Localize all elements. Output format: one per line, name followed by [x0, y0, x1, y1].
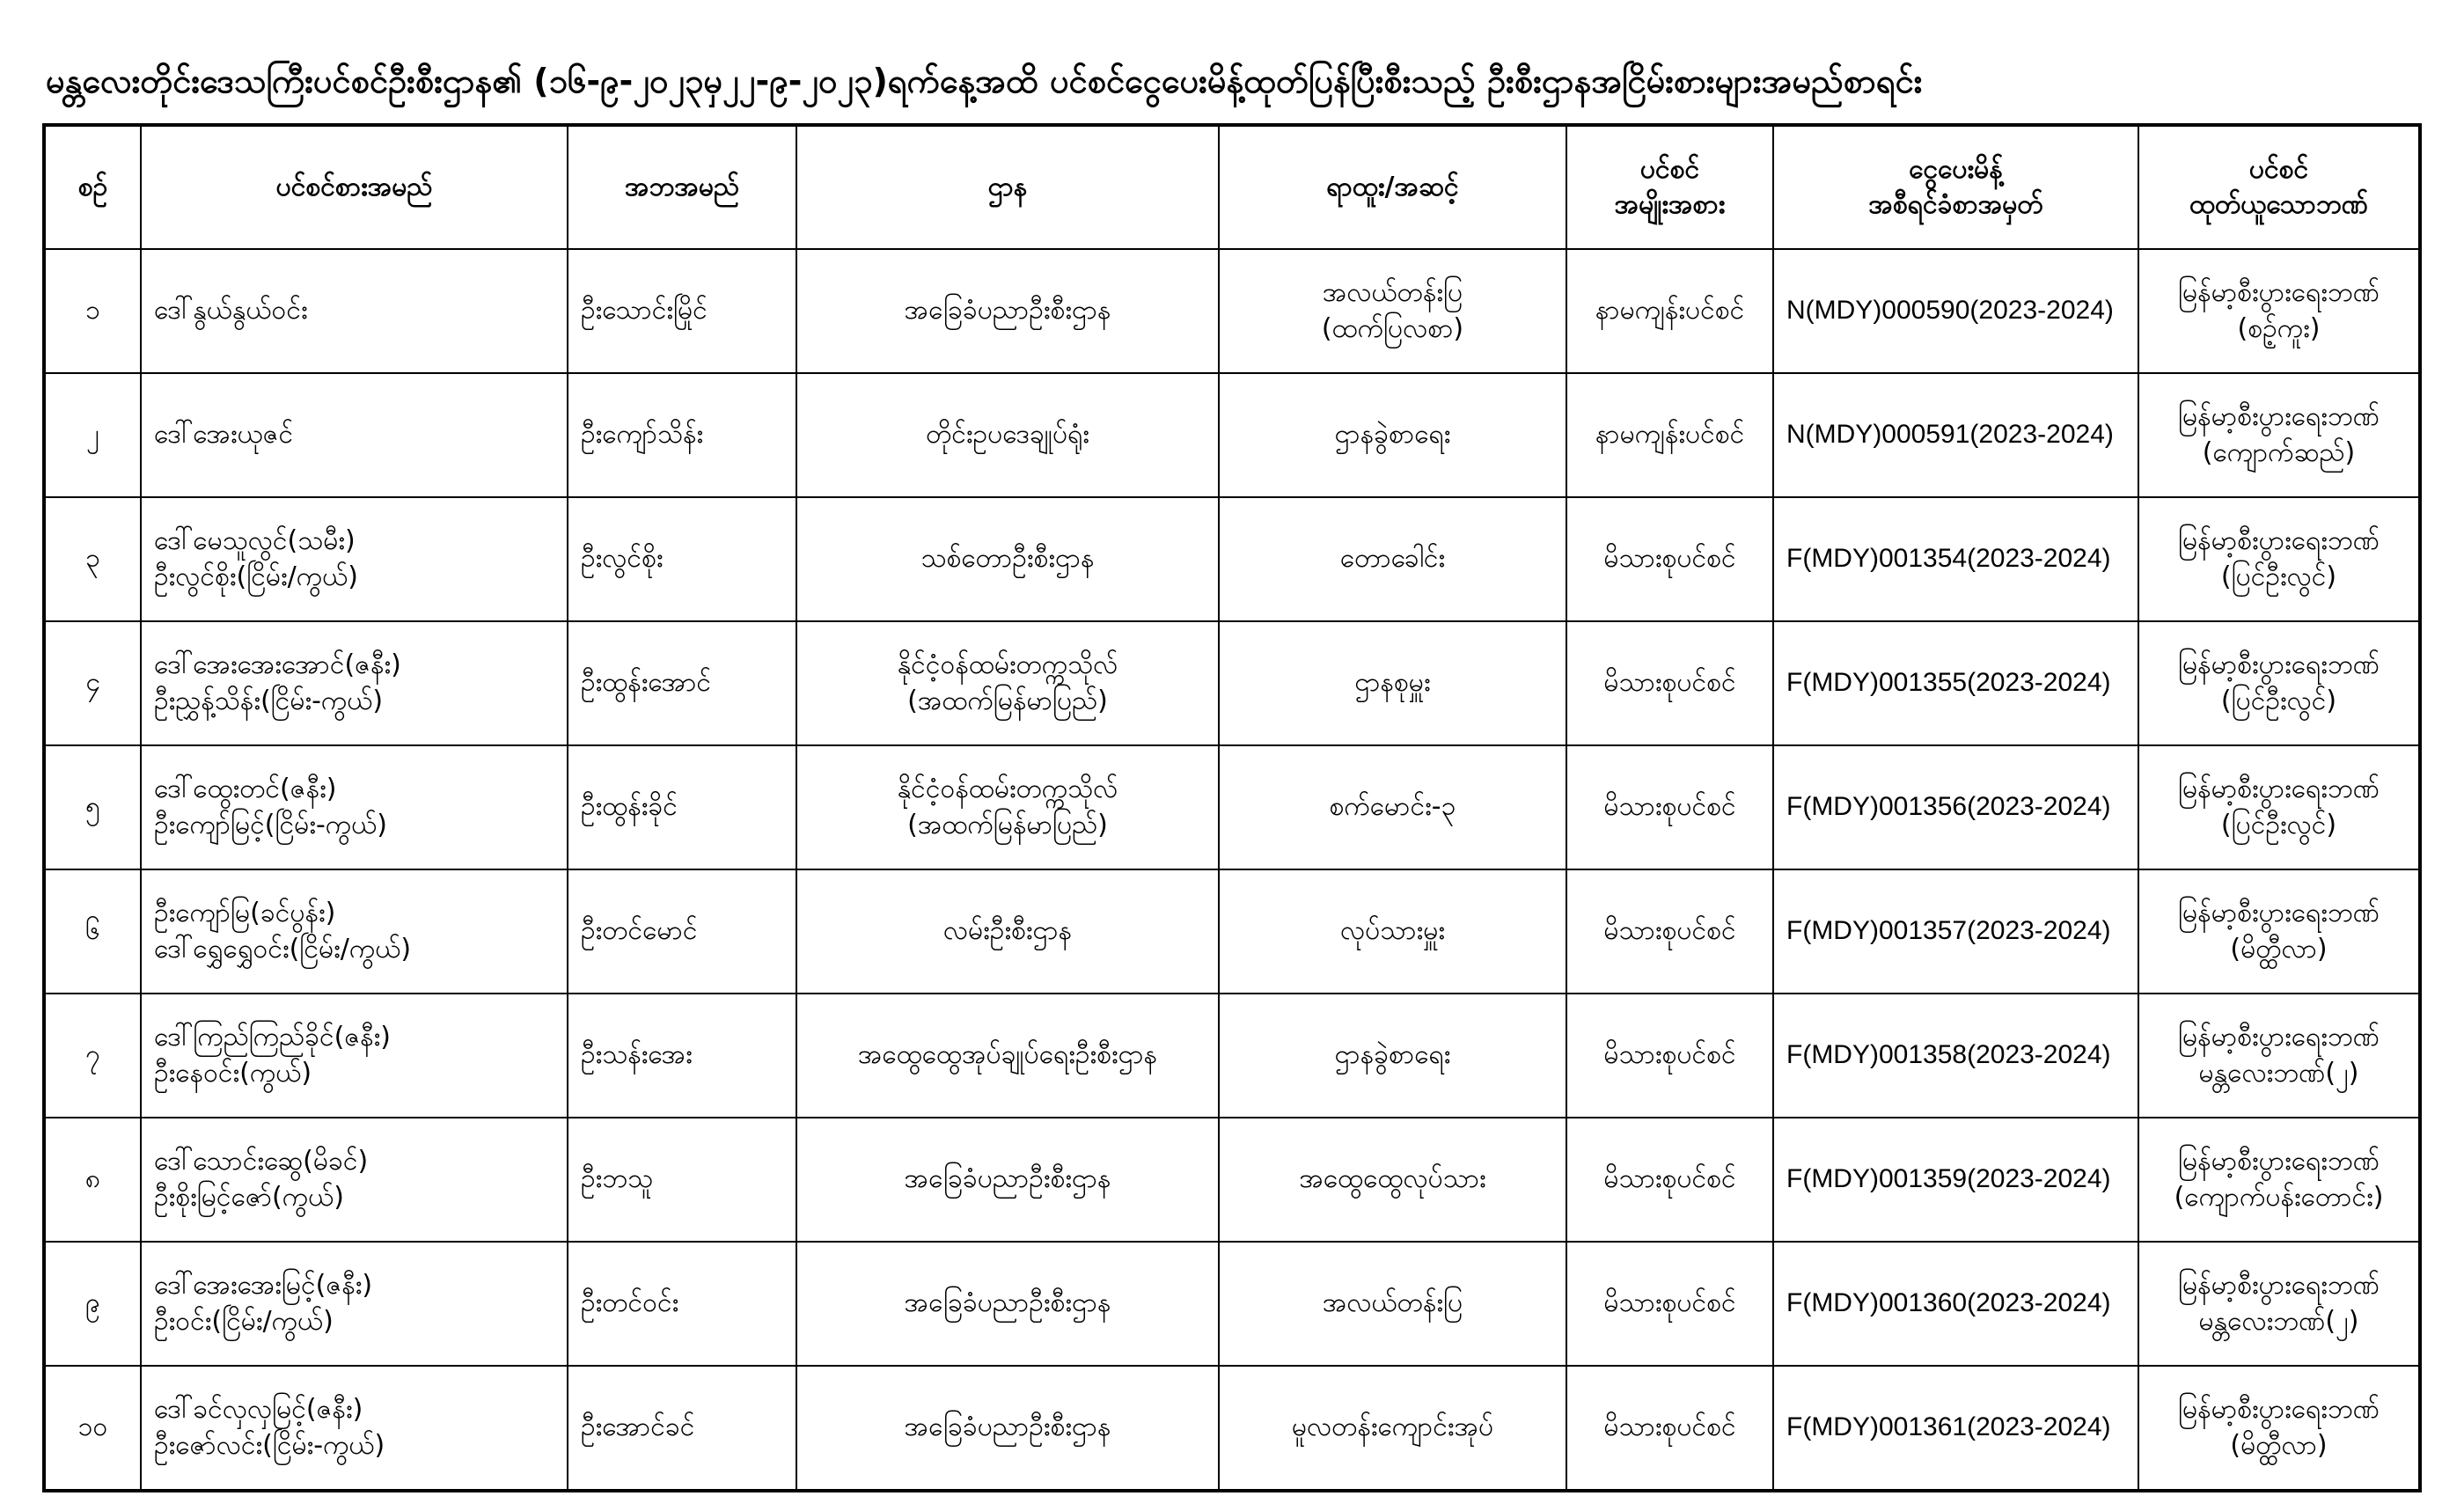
bank-line: (ကျောက်ပန်းတောင်း): [2174, 1181, 2384, 1213]
header-father-name: [568, 125, 796, 249]
header-payment-order-line2: အစီရင်ခံစာအမှတ်: [1868, 189, 2043, 220]
pensioner-name-line: ဒေါ်သောင်းဆွေ(မိခင်): [154, 1146, 369, 1177]
cell-serial-no: ၇: [44, 994, 141, 1118]
cell-department: [796, 1242, 1219, 1366]
position-line: အလယ်တန်းပြ: [1322, 277, 1463, 308]
header-payment-order-line1: ငွေပေးမိန့်: [1909, 153, 2003, 185]
header-serial-no-label: စဉ်: [77, 171, 108, 202]
table-row: [44, 745, 2420, 869]
bank-line: မြန်မာ့စီးပွားရေးဘဏ်: [2178, 1146, 2380, 1177]
cell-serial-no: ၅: [44, 745, 141, 869]
cell-department: [796, 497, 1219, 621]
header-department-label: ဌာန: [987, 171, 1028, 202]
pensioner-name-line: ဦးစိုးမြင့်ဇော်(ကွယ်): [154, 1181, 344, 1213]
department-line: အထွေထွေအုပ်ချုပ်ရေးဦးစီးဌာန: [857, 1039, 1158, 1071]
cell-pension-type: မိသားစုပင်စင်: [1566, 1242, 1773, 1366]
pensioner-name-line: ဒေါ်အေးအေးအောင်(ဇနီး): [154, 649, 401, 680]
cell-position: [1219, 621, 1566, 745]
cell-pensioner-name: [141, 745, 568, 869]
position-line: ဌာနခွဲစာရေး: [1334, 419, 1451, 451]
department-line: လမ်းဦးစီးဌာန: [942, 915, 1073, 947]
cell-father-name: ဦးသန်းအေး: [568, 994, 796, 1118]
cell-department: [796, 745, 1219, 869]
cell-bank: [2138, 994, 2420, 1118]
cell-payment-order-no: N(MDY)000591(2023-2024): [1773, 373, 2138, 497]
cell-bank: [2138, 745, 2420, 869]
cell-pension-type: မိသားစုပင်စင်: [1566, 994, 1773, 1118]
page-title: မန္တလေးတိုင်းဒေသကြီးပင်စင်ဦးစီးဌာန၏ (၁၆-၉-၂၀၂၃မှ၂၂-၉-၂၀၂၃)ရက်နေ့အထိ ပင်စင်ငွေပေးမိန့်ထုတ်ပြန်ပြီးစီးသည့် ဦးစီးဌာနအငြိမ်းစားများအမည်စာရင်း: [46, 62, 1923, 100]
department-line: (အထက်မြန်မာပြည်): [907, 809, 1108, 840]
table-row: [44, 994, 2420, 1118]
header-pensioner-name: [141, 125, 568, 249]
department-line: အခြေခံပညာဦးစီးဌာန: [904, 1412, 1111, 1443]
pensioner-name-line: ဒေါ်ရွှေရွှေဝင်း(ငြိမ်း/ကွယ်): [154, 933, 412, 964]
cell-payment-order-no: F(MDY)001359(2023-2024): [1773, 1118, 2138, 1242]
bank-line: (ကျောက်ဆည်): [2202, 436, 2356, 468]
cell-position: [1219, 1366, 1566, 1491]
department-line: အခြေခံပညာဦးစီးဌာန: [904, 1163, 1111, 1195]
cell-department: [796, 869, 1219, 994]
pensioner-name-line: ဦးဝင်း(ငြိမ်း/ကွယ်): [154, 1305, 334, 1337]
position-line: (ထက်ပြလစာ): [1321, 312, 1464, 344]
table-body: [44, 249, 2420, 1491]
cell-father-name: ဦးလွင်စိုး: [568, 497, 796, 621]
cell-position: [1219, 869, 1566, 994]
cell-father-name: ဦးတင်မောင်: [568, 869, 796, 994]
position-line: လုပ်သားမှူး: [1340, 915, 1445, 947]
pensioner-name-line: ဦးကျော်မြ(ခင်ပွန်း): [154, 898, 336, 928]
pensioner-name-line: ဦးကျော်မြင့်(ငြိမ်း-ကွယ်): [154, 809, 387, 840]
cell-bank: [2138, 1118, 2420, 1242]
cell-payment-order-no: F(MDY)001354(2023-2024): [1773, 497, 2138, 621]
cell-position: [1219, 1242, 1566, 1366]
cell-department: [796, 249, 1219, 373]
header-bank: [2138, 125, 2420, 249]
position-line: မူလတန်းကျောင်းအုပ်: [1291, 1412, 1494, 1443]
cell-father-name: ဦးဘသူ: [568, 1118, 796, 1242]
cell-pensioner-name: [141, 249, 568, 373]
cell-pension-type: မိသားစုပင်စင်: [1566, 745, 1773, 869]
bank-line: (ပြင်ဦးလွင်): [2220, 685, 2337, 716]
pensioner-name-line: ဦးလွင်စိုး(ငြိမ်း/ကွယ်): [154, 561, 358, 592]
pensioner-name-line: ဒေါ်ခင်လှလှမြင့်(ဇနီး): [154, 1394, 363, 1425]
cell-payment-order-no: F(MDY)001360(2023-2024): [1773, 1242, 2138, 1366]
bank-line: မြန်မာ့စီးပွားရေးဘဏ်: [2178, 898, 2380, 928]
bank-line: မြန်မာ့စီးပွားရေးဘဏ်: [2178, 774, 2380, 804]
cell-pension-type: နာမကျန်းပင်စင်: [1566, 373, 1773, 497]
header-pension-type: [1566, 125, 1773, 249]
cell-payment-order-no: F(MDY)001361(2023-2024): [1773, 1366, 2138, 1491]
cell-pensioner-name: [141, 1242, 568, 1366]
cell-bank: [2138, 497, 2420, 621]
cell-serial-no: ၉: [44, 1242, 141, 1366]
cell-father-name: ဦးကျော်သိန်း: [568, 373, 796, 497]
cell-pension-type: မိသားစုပင်စင်: [1566, 869, 1773, 994]
table-header-row: [44, 125, 2420, 249]
cell-serial-no: ၁၀: [44, 1366, 141, 1491]
department-line: တိုင်းဥပဒေချုပ်ရုံး: [926, 419, 1089, 451]
pensioner-name-line: ဒေါ်ကြည်ကြည်ခိုင်(ဇနီး): [154, 1022, 392, 1052]
bank-line: မြန်မာ့စီးပွားရေးဘဏ်: [2178, 1270, 2380, 1301]
cell-payment-order-no: N(MDY)000590(2023-2024): [1773, 249, 2138, 373]
bank-line: မြန်မာ့စီးပွားရေးဘဏ်: [2178, 525, 2380, 556]
cell-bank: [2138, 621, 2420, 745]
pensioner-name-line: ဦးဇော်လင်း(ငြိမ်း-ကွယ်): [154, 1429, 385, 1461]
header-bank-line1: ပင်စင်: [2248, 153, 2309, 185]
cell-serial-no: ၆: [44, 869, 141, 994]
header-pensioner-name-label: ပင်စင်စားအမည်: [275, 171, 433, 202]
pensioner-name-line: ဒေါ်ထွေးတင်(ဇနီး): [154, 774, 337, 804]
position-line: ဌာနခွဲစာရေး: [1334, 1039, 1451, 1071]
pensioner-name-line: ဦးညွှန့်သိန်း(ငြိမ်း-ကွယ်): [154, 685, 384, 716]
cell-position: [1219, 994, 1566, 1118]
cell-pensioner-name: [141, 621, 568, 745]
cell-pension-type: မိသားစုပင်စင်: [1566, 1366, 1773, 1491]
cell-bank: [2138, 373, 2420, 497]
cell-position: [1219, 497, 1566, 621]
bank-line: (စဉ့်ကူး): [2237, 312, 2321, 344]
table-row: [44, 1366, 2420, 1491]
position-line: အထွေထွေလုပ်သား: [1299, 1163, 1486, 1195]
header-father-name-label: အဘအမည်: [624, 171, 740, 202]
cell-bank: [2138, 1366, 2420, 1491]
header-position-label: ရာထူး/အဆင့်: [1326, 171, 1459, 202]
header-pension-type-line1: ပင်စင်: [1639, 153, 1700, 185]
pensioner-name-line: ဒေါ်မေသူလွင်(သမီး): [154, 525, 356, 556]
bank-line: မြန်မာ့စီးပွားရေးဘဏ်: [2178, 649, 2380, 680]
cell-pensioner-name: [141, 1118, 568, 1242]
position-line: ဌာနစုမှူး: [1354, 667, 1431, 699]
cell-department: [796, 373, 1219, 497]
cell-bank: [2138, 869, 2420, 994]
bank-line: မန္တလေးဘဏ်(၂): [2198, 1305, 2359, 1337]
cell-father-name: ဦးသောင်းမြိုင်: [568, 249, 796, 373]
cell-father-name: ဦးတင်ဝင်း: [568, 1242, 796, 1366]
pensioner-name-line: ဒေါ်အေးယုဇင်: [154, 419, 294, 451]
pensioner-name-line: ဦးနေဝင်း(ကွယ်): [154, 1057, 312, 1089]
cell-pension-type: နာမကျန်းပင်စင်: [1566, 249, 1773, 373]
bank-line: မြန်မာ့စီးပွားရေးဘဏ်: [2178, 277, 2380, 308]
cell-pensioner-name: [141, 869, 568, 994]
position-line: တောခေါင်း: [1339, 543, 1446, 575]
cell-bank: [2138, 249, 2420, 373]
position-line: စက်မောင်း-၃: [1329, 791, 1456, 823]
table-row: [44, 621, 2420, 745]
cell-father-name: ဦးထွန်းအောင်: [568, 621, 796, 745]
cell-father-name: ဦးထွန်းခိုင်: [568, 745, 796, 869]
cell-department: [796, 994, 1219, 1118]
bank-line: မြန်မာ့စီးပွားရေးဘဏ်: [2178, 1022, 2380, 1052]
bank-line: (ပြင်ဦးလွင်): [2220, 561, 2337, 592]
header-bank-line2: ထုတ်ယူသောဘဏ်: [2189, 189, 2368, 220]
cell-pensioner-name: [141, 1366, 568, 1491]
bank-line: (ပြင်ဦးလွင်): [2220, 809, 2337, 840]
cell-position: [1219, 373, 1566, 497]
bank-line: (မိတ္ထီလာ): [2230, 1429, 2328, 1461]
cell-serial-no: ၁: [44, 249, 141, 373]
cell-payment-order-no: F(MDY)001358(2023-2024): [1773, 994, 2138, 1118]
header-payment-order-no: [1773, 125, 2138, 249]
department-line: (အထက်မြန်မာပြည်): [907, 685, 1108, 716]
cell-department: [796, 1366, 1219, 1491]
pensioner-name-line: ဒေါ်အေးအေးမြင့်(ဇနီး): [154, 1270, 373, 1301]
table-row: [44, 249, 2420, 373]
department-line: နိုင်ငံ့ဝန်ထမ်းတက္ကသိုလ်: [897, 774, 1118, 804]
cell-payment-order-no: F(MDY)001357(2023-2024): [1773, 869, 2138, 994]
table-row: [44, 1242, 2420, 1366]
header-serial-no: [44, 125, 141, 249]
table-row: [44, 1118, 2420, 1242]
cell-position: [1219, 249, 1566, 373]
department-line: သစ်တောဦးစီးဌာန: [920, 543, 1095, 575]
bank-line: မြန်မာ့စီးပွားရေးဘဏ်: [2178, 1394, 2380, 1425]
bank-line: မန္တလေးဘဏ်(၂): [2198, 1057, 2359, 1089]
cell-department: [796, 621, 1219, 745]
department-line: အခြေခံပညာဦးစီးဌာန: [904, 1287, 1111, 1319]
cell-pensioner-name: [141, 373, 568, 497]
department-line: အခြေခံပညာဦးစီးဌာန: [904, 295, 1111, 326]
cell-serial-no: ၈: [44, 1118, 141, 1242]
cell-position: [1219, 745, 1566, 869]
bank-line: မြန်မာ့စီးပွားရေးဘဏ်: [2178, 401, 2380, 432]
header-department: [796, 125, 1219, 249]
bank-line: (မိတ္ထီလာ): [2230, 933, 2328, 964]
position-line: အလယ်တန်းပြ: [1322, 1287, 1463, 1319]
pensioner-table: [42, 123, 2422, 1492]
pensioner-name-line: ဒေါ်နွယ်နွယ်ဝင်း: [154, 295, 308, 326]
cell-department: [796, 1118, 1219, 1242]
cell-serial-no: ၂: [44, 373, 141, 497]
table-row: [44, 497, 2420, 621]
cell-bank: [2138, 1242, 2420, 1366]
table-row: [44, 373, 2420, 497]
cell-serial-no: ၃: [44, 497, 141, 621]
cell-position: [1219, 1118, 1566, 1242]
header-pension-type-line2: အမျိုးအစား: [1614, 189, 1726, 220]
cell-serial-no: ၄: [44, 621, 141, 745]
cell-pension-type: မိသားစုပင်စင်: [1566, 1118, 1773, 1242]
cell-pensioner-name: [141, 497, 568, 621]
cell-payment-order-no: F(MDY)001355(2023-2024): [1773, 621, 2138, 745]
header-position: [1219, 125, 1566, 249]
cell-father-name: ဦးအောင်ခင်: [568, 1366, 796, 1491]
cell-pensioner-name: [141, 994, 568, 1118]
cell-pension-type: မိသားစုပင်စင်: [1566, 497, 1773, 621]
cell-pension-type: မိသားစုပင်စင်: [1566, 621, 1773, 745]
table-row: [44, 869, 2420, 994]
department-line: နိုင်ငံ့ဝန်ထမ်းတက္ကသိုလ်: [897, 649, 1118, 680]
cell-payment-order-no: F(MDY)001356(2023-2024): [1773, 745, 2138, 869]
